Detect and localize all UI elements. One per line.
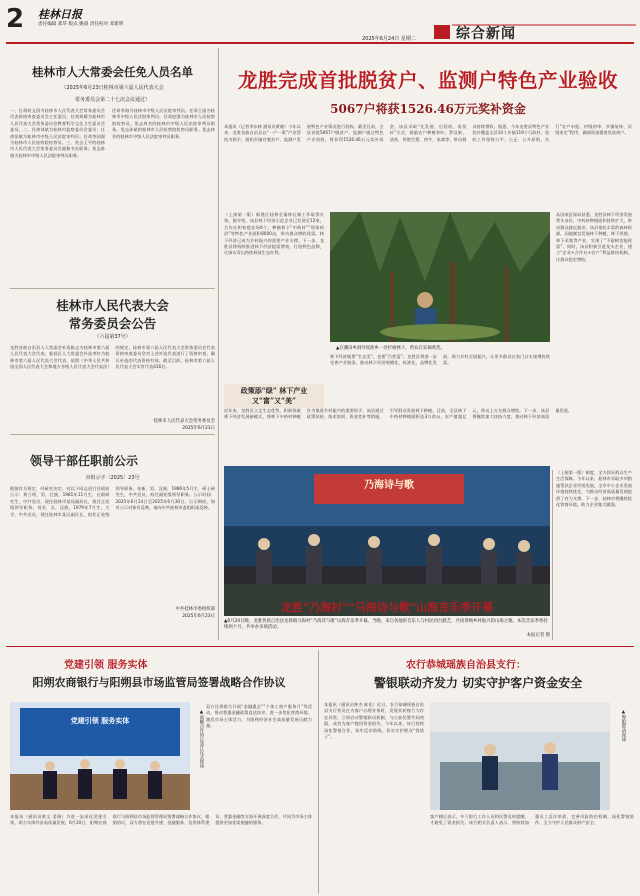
lead-body-2: （上接第一版）新建区桂林全福林长制工作取得实效。据介绍，该县林下经济示范企业已发展至12家，合作社和家庭农场6个，种植林下“中药材”“瑶家药浴”等特色产业面积8000亩，带动群众增收致富。林下经济已成为乡村振兴的重要产业支撑。下一步，龙胜县将持续推进林下经济提质增效，打造特色品牌，让绿水青山持续释放生态红利。 [224, 212, 324, 256]
police-bank-photo [430, 702, 610, 810]
lead-body: 本报讯（记者李东林 通讯员黄晓）今年以来，龙胜各族自治县以“一户一策”产业帮扶为抓手，组织乡镇对脱贫户、监测户发展特色产业情况进行验收。截至目前，全县首批5067户脱贫户、监测户通过特色产业验收，将获得1526.46万元奖补资金。该县采取“先发展、后验收、再奖补”方式，鼓励农户种植茶叶、罗汉果、油茶，养殖生猪、肉牛、家禽等，带动群众持续增收。据悉，今年龙胜县特色产业奖补覆盖全县10个乡镇119个行政村，验收工作坚持公平、公正、公开原则，实行“农户申报、村级初审、乡镇复核、县级审定”程序，确保资金精准发放到户。 [224, 124, 632, 142]
bank-headline: 阳朔农商银行与阳朔县市场监管局签署战略合作协议 [32, 676, 286, 689]
lead-photo [330, 212, 550, 342]
concert-caption: ▲6月20日晚，龙胜各族自治县龙脊镇马海村“乃海诗与歌”山海音乐季开幕。当晚，来自各地的音乐人与村民同台献艺，共同奏响乡村振兴的山海之歌。本次音乐季将持续两个月，共举办多场活动。 [224, 619, 548, 631]
editor-credits: 责任编辑 郑华 版式 姚晨 责任校对 邓新明 [38, 22, 124, 27]
right-column-body: （上接第一版）制度，全力抓好群众生产生活保障。今年以来，桂林市采取多项措施帮扶企业纾困发展，全市中小企业发展环境持续优化，为推动经济高质量发展提供了有力支撑。下一步，桂林市将继续优化营商环境，助力企业做大做强。 [556, 470, 632, 508]
bank-photo-caption: ▲战略合作协议签订仪式现场 [199, 710, 204, 768]
appointment-title: 桂林市人大常委会任免人员名单 [32, 65, 193, 79]
appointment-body: 一、任命何文国为桂林市人民代表大会常务委员会代表资格审查委员会主任委员。任命黄耀为桂林市人民代表大会常务委员会教育科学文化卫生委员会委员。二、任命刘斌为桂林市监察委员会委员；任命张敏为桂林市中级人民法院审判员；任命李国强为桂林市人民检察院检察员。三、免去王平的桂林市人民代表大会常务委员会副秘书长职务；免去陈晓为桂林市中级人民法院审判员职务。 [10, 108, 105, 158]
bank-body-side: 双方还将联合开展“金融惠企”“个体工商户服务月”等活动，推动普惠金融政策直达快享，进一步优化营商环境，激发市场主体活力，为阳朔经济社会高质量发展贡献力量。 [206, 704, 312, 729]
cadre-notice-body: 根据有关规定，经研究决定，对以下同志进行任职前公示：黄立明，男，壮族，1981年11月生，在职研究生，中共党员，现任桂林市某局副局长，拟任正处级领导职务。刘芳，女，汉族，1979年7月生，大学，中共党员，现任桂林市某区副区长，拟任正处级领导职务。张新，男，汉族，1986年5月生，硕士研究生，中共党员，拟任副处级领导职务。公示时间：2025年6月24日至2025年6月30日。公示期间，如对公示对象有反映，请向中共桂林市委组织部反映。 [10, 486, 215, 517]
bank-body: 本报讯（通讯员黄文 姜娟）为进一步深化党建引领，助力实体经济高质量发展，6月20日，阳朔农商银行与阳朔县市场监督管理局签署战略合作协议。根据协议，双方将在党建共建、金融服务、信用体系建设、普惠金融等方面开展深度合作，共同为市场主体提供更加优质便捷的服务。 [10, 814, 312, 826]
police-bank-body-2: 客户随后表示，多亏银行工作人员和民警及时提醒，才避免了资金损失。该行相关负责人表示，将持续加强员工反诈培训，完善风险防控机制，深化警银协作，全力守护人民群众财产安全。 [430, 814, 634, 826]
bank-photo-banner: 党建引领 服务实体 [70, 716, 130, 725]
appointment-subtitle: （2025年6月23日桂林市第六届人民代表大会 [61, 85, 164, 91]
section-title: 综合新闻 [456, 26, 516, 42]
lead-headline: 龙胜完成首批脱贫户、监测户特色产业验收 [237, 69, 618, 92]
page-number: 2 [6, 4, 25, 34]
notice-title-2: 常务委员会公告 [68, 316, 157, 331]
appointment-subtitle-2: 常务委员会第二十七次会议通过） [74, 97, 150, 103]
notice-number: （六届第37号） [94, 334, 131, 340]
police-bank-tag: 农行恭城瑶族自治县支行： [406, 660, 526, 671]
concert-caption-title: 龙胜“乃海村”“马海诗与歌”山海音乐季开幕 [280, 601, 494, 614]
police-bank-body: 本报讯（通讯员钟杰 陈佳）近日，农行恭城瑶族自治县支行柜员在为客户办理业务时，发现其转账行为存在异常，立即启动警银联动机制，与公安民警共同劝阻，成功为客户挽回资金损失。今年以来，该行持续深化警银合作，筑牢反诈防线，切实守护群众“钱袋子”。 [324, 702, 424, 740]
notice-signature: 桂林市人民代表大会常务委员会 [153, 419, 215, 424]
lead-body-4: 林下经济既要“生态美”，也要“百姓富”。龙胜县将进一步完善产业链条，推动林下经济规模化、标准化、品牌化发展，助力乡村全面振兴，让更多群众在家门口实现增收致富。 [330, 354, 550, 366]
bank-tag: 党建引领 服务实体 [64, 660, 148, 671]
lead-body-3: 从国家医保局获悉，龙胜县林下经济发展势头良好，中药材种植面积持续扩大，带动群众就近就业。该县依托丰富的森林资源，因地制宜发展林下种植、林下养殖、林下采集等产业，实现了“不砍树也能致富”。同时，该县积极引进龙头企业，建立“企业+合作社+农户”利益联结机制，让群众稳定增收。 [556, 212, 632, 262]
policy-subhead: 政策添“绿” 林下产业又“富”又“美” [224, 384, 324, 408]
cadre-notice-date: 2025年6月23日 [182, 614, 215, 619]
notice-body: 龙胜各族自治县人大常委会补选陈志为桂林市第六届人民代表大会代表。临桂区人大常委会补选李红为桂林市第六届人民代表大会代表。依照《中华人民共和国全国人民代表大会和地方各级人民代表大会代表法》的规定，桂林市第六届人民代表大会常务委员会代表资格审查委员会对上述补选代表进行了资格审查，确认补选的代表资格有效。截至目前，桂林市第六届人民代表大会实有代表416名。 [10, 345, 215, 370]
cadre-notice-signature: 中共桂林市委组织部 [175, 607, 215, 612]
concert-banner: 乃海诗与歌 [364, 480, 414, 491]
lead-subheadline: 5067户将获1526.46万元奖补资金 [330, 102, 526, 116]
notice-date: 2025年6月23日 [182, 426, 215, 431]
header-rule [6, 42, 634, 44]
concert-credit: 本报记者 摄 [526, 633, 550, 638]
issue-date: 2025年6月24日 星期二 [362, 36, 416, 42]
lead-photo-caption: ▲在潮田乡洞井瑶族乡一处杉树林下，药农在采摘黄芪。 [336, 346, 445, 351]
cadre-notice-number: 市组示字〔2025〕23号 [85, 475, 140, 481]
appointment-body-cont: 任命李海为桂林市中级人民法院审判员。任命王丽为桂林市中级人民法院审判员。任命赵强为桂林市人民检察院检察员。免去周杰的桂林市中级人民法院审判员职务。免去孙斌的桂林市人民检察院检察员职务。免去林芳的桂林市中级人民法院审判员职务。 [112, 108, 215, 139]
police-bank-headline: 警银联动齐发力 切实守护客户资金安全 [373, 676, 583, 690]
cadre-notice-title: 领导干部任职前公示 [30, 454, 139, 468]
policy-body: 近年来，龙胜县立足生态优势，积极探索林下经济发展新模式，将林下中药材种植作为推进乡村振兴的重要抓手。该县通过政策扶持、技术培训、资金奖补等措施，引导群众发展林下种植。目前，全县林下中药材种植面积达3万余亩，年产值超亿元，带动上万名群众增收。下一步，该县将继续加大扶持力度，推动林下经济高质量发展。 [224, 408, 572, 420]
masthead-logo: 桂林日报 [38, 8, 82, 21]
police-bank-photo-caption: ▲警银联动现场 [621, 710, 626, 742]
notice-title-1: 桂林市人民代表大会 [56, 298, 169, 313]
